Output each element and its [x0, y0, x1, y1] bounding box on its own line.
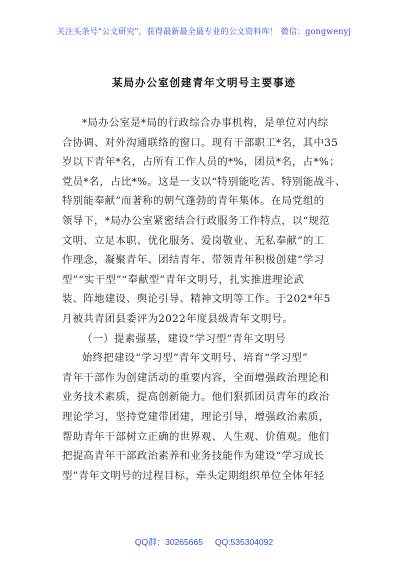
text-line: 特别能奉献”而著称的朝气蓬勃的青年集体。在局党组的 — [62, 195, 325, 208]
text-line: 型”青年文明号的过程目标，牵头定期组织单位全体年轻 — [62, 469, 325, 482]
text-line: 把提高青年干部政治素养和业务技能作为建设“学习成长 — [62, 450, 325, 463]
text-line: 型”“实干型”“奉献型”青年文明号，扎实推进理论武 — [62, 273, 305, 286]
text-line: 文明、立足本职、优化服务、爱岗敬业、无私奉献”的工 — [62, 234, 325, 247]
qq-contact-link[interactable]: QQ:535304092 — [214, 537, 274, 547]
text-line: 帮助青年干部树立正确的世界观、人生观、价值观。他们 — [62, 430, 330, 443]
text-line: 装、阵地建设、舆论引导、精神文明等工作。于202*年5 — [62, 293, 331, 306]
contact-footer — [0, 536, 408, 548]
text-line: 始终把建设“学习型”青年文明号、培育“学习型” — [82, 352, 308, 365]
promo-banner[interactable]: 关注头条号"公文研究"，获得最新最全最专业的公文资料库！ 微信：gongwenyj — [56, 27, 352, 36]
document-body — [62, 114, 350, 486]
text-line: 岁以下青年*名，占所有工作人员的*%，团员*名，占*%； — [62, 156, 340, 169]
text-line: 作理念，凝聚青年、团结青年、带领青年积极创建“学习 — [62, 254, 325, 267]
text-line: 青年干部作为创建活动的重要内容，全面增强政治理论和 — [62, 371, 330, 384]
text-line: 月被共青团县委评为2022年度县级青年文明号。 — [62, 312, 294, 325]
paragraph-section-1 — [62, 349, 350, 486]
text-line: 合协调、对外沟通联络的窗口。现有干部职工*名，其中35 — [62, 136, 339, 149]
text-line: *局办公室是*局的行政综合办事机构，是单位对内综 — [82, 117, 329, 129]
document-title: 某局办公室创建青年文明号主要事迹 — [112, 77, 296, 89]
text-line: 业务技术素质，提高创新能力。他们狠抓团员青年的政治 — [62, 391, 330, 404]
paragraph-intro — [62, 114, 350, 330]
text-line: 理论学习，坚持党建带团建，理论引导，增强政治素质， — [62, 410, 330, 423]
section-heading: （一）提素强基，建设“学习型”青年文明号 — [82, 332, 286, 345]
text-line: 党员*名，占比*%。这是一支以“特别能吃苦、特别能战斗、 — [62, 175, 346, 188]
text-line: 领导下，*局办公室紧密结合行政服务工作特点，以“规范 — [62, 214, 330, 227]
qq-group-link[interactable]: QQ群：30265665 — [134, 537, 203, 547]
